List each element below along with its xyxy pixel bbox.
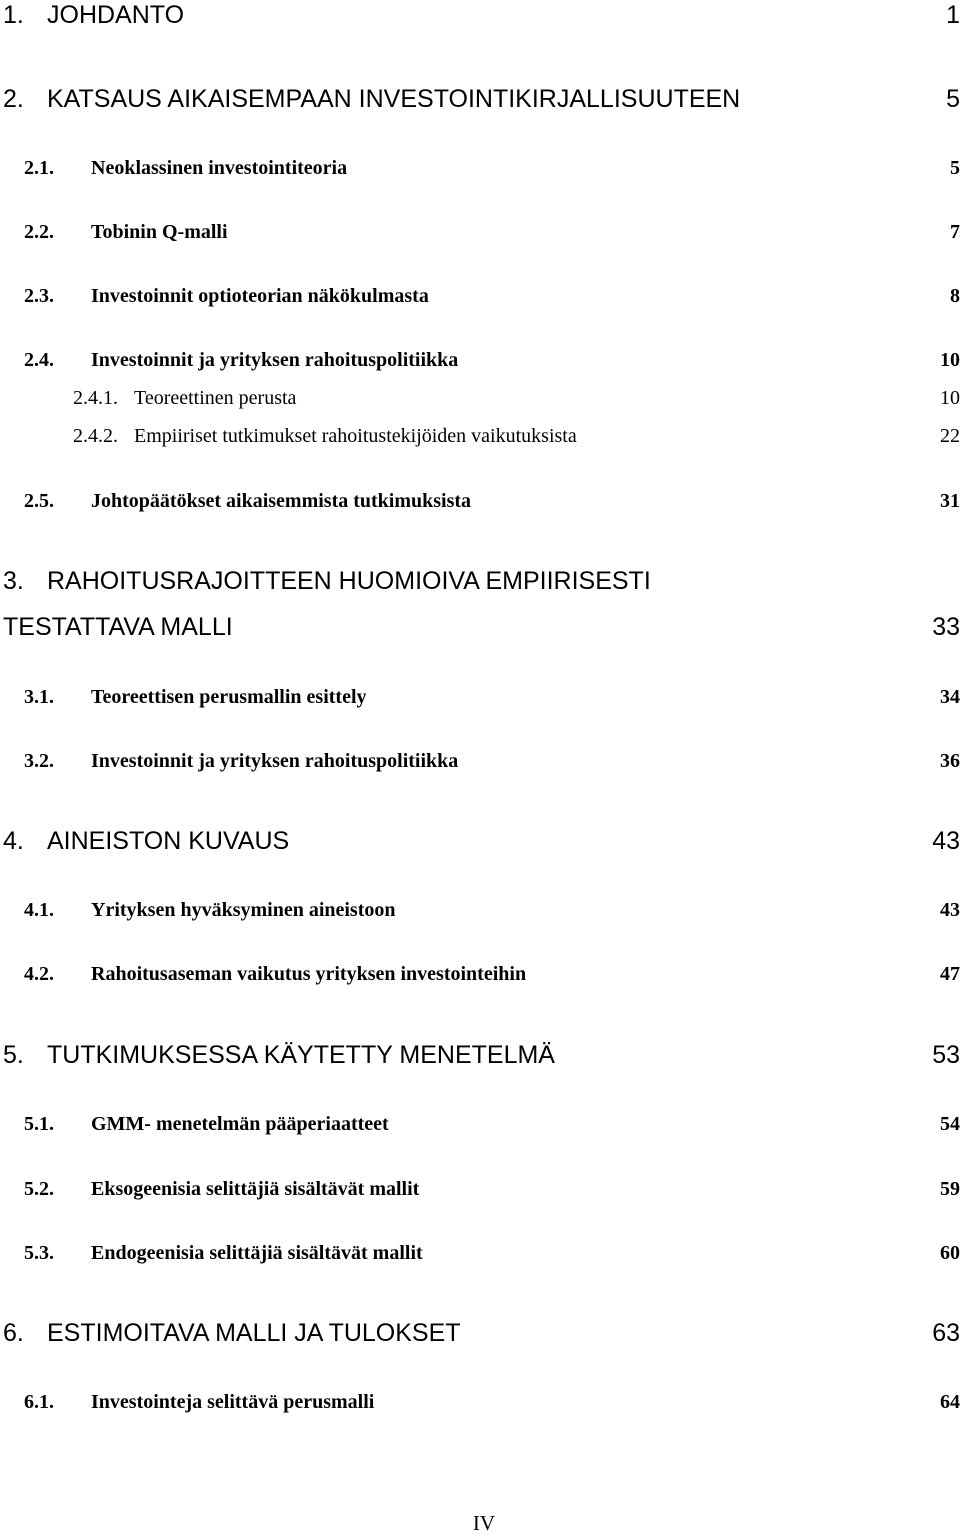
toc-title: TUTKIMUKSESSA KÄYTETTY MENETELMÄ [47,1041,555,1069]
toc-title: Endogeenisia selittäjiä sisältävät mallit [91,1242,423,1264]
toc-number: 2. [3,85,24,113]
toc-title: Investoinnit optioteorian näkökulmasta [91,285,429,307]
toc-number: 2.1. [24,157,54,179]
toc-number: 4.2. [24,963,54,985]
toc-page-number: 63 [932,1319,960,1347]
toc-page-number: 34 [940,686,960,708]
toc-page-number: 10 [940,349,960,371]
toc-number: 2.2. [24,221,54,243]
toc-title: Rahoitusaseman vaikutus yrityksen investointeihin [91,963,527,985]
toc-page-number: 33 [932,613,960,641]
page-footer-number: IV [472,1511,496,1535]
toc-number: 5.1. [24,1113,54,1135]
toc-number: 4. [3,827,24,855]
toc-title: KATSAUS AIKAISEMPAAN INVESTOINTIKIRJALLISUUTEEN [47,85,741,113]
toc-number: 5.2. [24,1178,54,1200]
toc-number: 2.4.2. [73,425,118,447]
toc-number: 2.5. [24,490,54,512]
toc-title: Teoreettinen perusta [134,387,297,409]
toc-page-number: 8 [950,285,960,307]
toc-number: 3.2. [24,750,54,772]
toc-title: Tobinin Q-malli [91,221,228,243]
toc-title: ESTIMOITAVA MALLI JA TULOKSET [47,1319,461,1347]
toc-title: Empiiriset tutkimukset rahoitustekijöiden vaikutuksista [134,425,577,447]
toc-page-number: 5 [946,85,960,113]
toc-page-number: 7 [950,221,960,243]
toc-number: 3.1. [24,686,54,708]
toc-page-number: 60 [940,1242,960,1264]
toc-number: 6. [3,1319,24,1347]
toc-page-number: 36 [940,750,960,772]
toc-page-number: 43 [940,899,960,921]
toc-page-number: 64 [940,1391,960,1413]
toc-page-number: 54 [940,1113,960,1135]
toc-page-number: 31 [940,490,960,512]
toc-number: 1. [3,1,24,29]
toc-title: Neoklassinen investointiteoria [91,157,348,179]
toc-number: 6.1. [24,1391,54,1413]
toc-number: 4.1. [24,899,54,921]
toc-number: 2.4. [24,349,54,371]
toc-page-number: 10 [940,387,960,409]
toc-title-line-2: TESTATTAVA MALLI [3,613,233,641]
toc-page-number: 1 [946,1,960,29]
toc-number: 2.4.1. [73,387,118,409]
toc-title: JOHDANTO [47,1,185,29]
toc-title: Investoinnit ja yrityksen rahoituspolitiikka [91,750,459,772]
toc-page-number: 43 [932,827,960,855]
toc-title: Investointeja selittävä perusmalli [91,1391,375,1413]
toc-title: Teoreettisen perusmallin esittely [91,686,367,708]
toc-title: Yrityksen hyväksyminen aineistoon [91,899,396,921]
toc-page-number: 53 [932,1041,960,1069]
toc-title: Eksogeenisia selittäjiä sisältävät mallit [91,1178,420,1200]
toc-number: 5. [3,1041,24,1069]
toc-title-line-1: RAHOITUSRAJOITTEEN HUOMIOIVA EMPIIRISESTI [47,567,651,595]
toc-number: 3. [3,567,24,595]
toc-entry-3[interactable] [0,566,960,646]
toc-title: Investoinnit ja yrityksen rahoituspolitiikka [91,349,459,371]
toc-title: AINEISTON KUVAUS [47,827,290,855]
toc-page-number: 22 [940,425,960,447]
toc-page-number: 5 [950,157,960,179]
toc-title: Johtopäätökset aikaisemmista tutkimuksista [91,490,472,512]
toc-page-number: 59 [940,1178,960,1200]
toc-number: 5.3. [24,1242,54,1264]
toc-title: GMM- menetelmän pääperiaatteet [91,1113,389,1135]
toc-page-number: 47 [940,963,960,985]
toc-number: 2.3. [24,285,54,307]
